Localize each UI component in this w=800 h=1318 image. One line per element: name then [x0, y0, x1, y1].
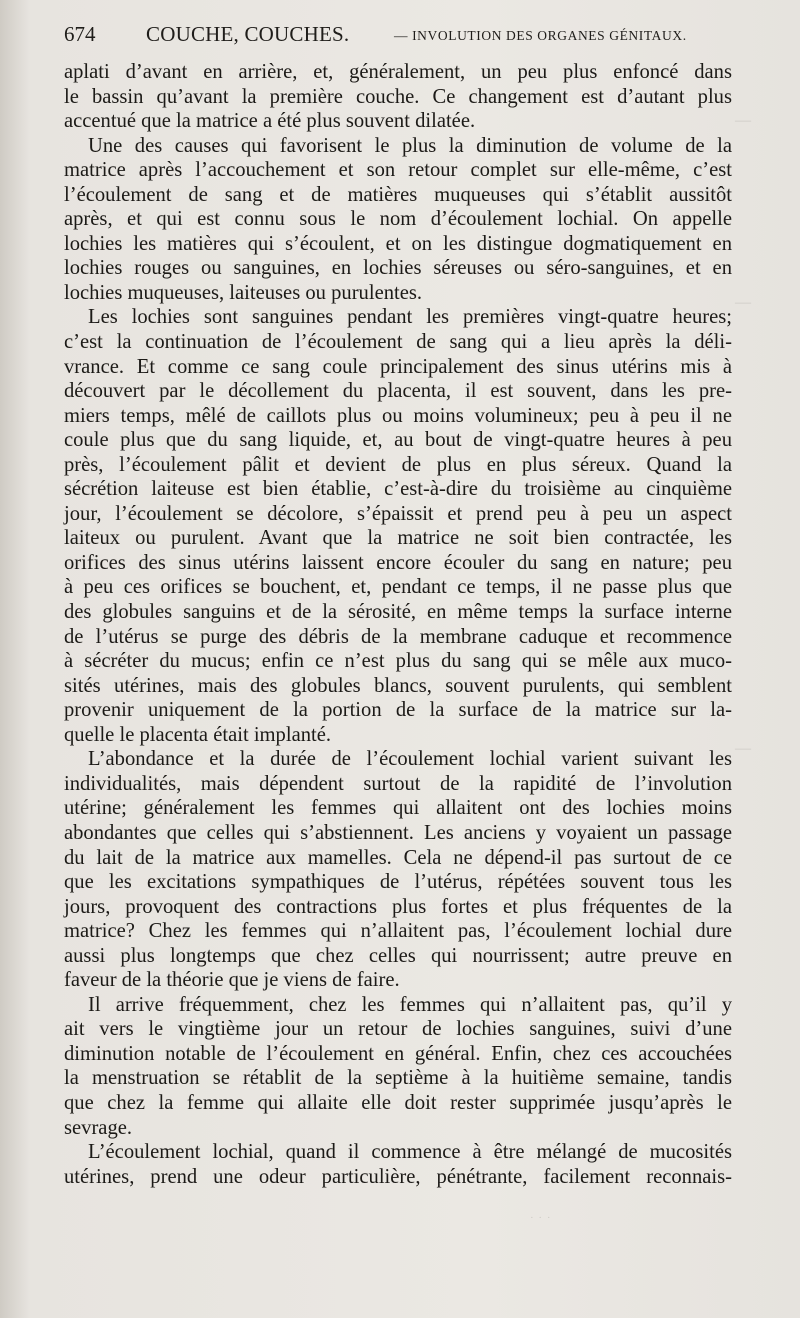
text-line: provenir uniquement de la portion de la surface de la matrice sur la-	[64, 699, 732, 722]
text-line: près, l’écoulement pâlit et devient de plus en plus séreux. Quand la	[64, 453, 732, 476]
show-through-mark: —	[735, 740, 751, 757]
text-line: la menstruation se rétablit de la septième à la huitième semaine, tandis	[64, 1067, 732, 1090]
text-line: l’écoulement de sang et de matières muqueuses qui s’établit aussitôt	[64, 183, 732, 206]
running-head	[64, 22, 734, 52]
text-line: ait vers le vingtième jour un retour de lochies sanguines, suivi d’une	[64, 1018, 732, 1041]
text-line: quelle le placenta était implanté.	[64, 723, 332, 746]
text-line: lochies les matières qui s’écoulent, et on les distingue dogmatiquement en	[64, 232, 732, 255]
text-line: individualités, mais dépendent surtout de la rapidité de l’involution	[64, 772, 732, 795]
text-line: sevrage.	[64, 1116, 133, 1139]
text-line: du lait de la matrice aux mamelles. Cela ne dépend-il pas surtout de ce	[64, 846, 732, 869]
text-line: vrance. Et comme ce sang coule principalement des sinus utérins mis à	[64, 355, 732, 378]
running-subtitle: — INVOLUTION DES ORGANES GÉNITAUX.	[394, 28, 687, 43]
text-line: aussi plus longtemps que chez celles qui nourrissent; autre preuve en	[64, 944, 732, 967]
paragraph	[64, 134, 732, 306]
text-line: que les excitations sympathiques de l’utérus, répétées souvent tous les	[64, 871, 732, 894]
text-line: Les lochies sont sanguines pendant les premières vingt-quatre heures;	[88, 306, 732, 329]
body-text	[64, 60, 732, 1189]
text-line: abondantes que celles qui s’abstiennent. Les anciens y voyaient un passage	[64, 821, 732, 844]
text-line: le bassin qu’avant la première couche. Ce changement est d’autant plus	[64, 85, 732, 108]
text-line: utérine; généralement les femmes qui allaitent ont des lochies moins	[64, 797, 732, 820]
text-line: à sécréter du mucus; enfin ce n’est plus du sang qui se mêle aux muco-	[64, 650, 732, 673]
text-line: à peu ces orifices se bouchent, et, pendant ce temps, il ne passe plus que	[64, 576, 732, 599]
text-line: sécrétion laiteuse est bien établie, c’est-à-dire du troisième au cinquième	[64, 478, 732, 501]
show-through-mark: —	[735, 294, 751, 311]
running-title: COUCHE, COUCHES.	[146, 22, 350, 46]
text-line: jours, provoquent des contractions plus fortes et plus fréquentes de la	[64, 895, 732, 918]
text-line: Il arrive fréquemment, chez les femmes qui n’allaitent pas, qu’il y	[88, 993, 732, 1016]
text-line: lochies rouges ou sanguines, en lochies séreuses ou séro-sanguines, et en	[64, 257, 732, 280]
text-line: matrice après l’accouchement et son retour complet sur elle-même, c’est	[64, 159, 732, 182]
show-through-mark: · · ·	[530, 1212, 552, 1224]
text-line: Une des causes qui favorisent le plus la diminution de volume de la	[88, 134, 732, 157]
show-through-mark: —	[735, 112, 751, 129]
text-line: orifices des sinus utérins laissent encore écouler du sang en nature; peu	[64, 551, 732, 574]
text-line: laiteux ou purulent. Avant que la matrice ne soit bien contractée, les	[64, 527, 732, 550]
text-line: jour, l’écoulement se décolore, s’épaissit et prend peu à peu un aspect	[64, 502, 732, 525]
paragraph	[64, 60, 732, 134]
text-line: sités utérines, mais des globules blancs, souvent purulents, qui semblent	[64, 674, 732, 697]
text-line: des globules sanguins et de la sérosité, en même temps la surface interne	[64, 601, 732, 624]
text-line: faveur de la théorie que je viens de faire.	[64, 969, 400, 992]
paragraph	[64, 993, 732, 1140]
text-line: L’abondance et la durée de l’écoulement lochial varient suivant les	[88, 748, 732, 771]
text-line: accentué que la matrice a été plus souvent dilatée.	[64, 110, 476, 133]
text-line: de l’utérus se purge des débris de la membrane caduque et recommence	[64, 625, 732, 648]
text-line: coule plus que du sang liquide, et, au bout de vingt-quatre heures à peu	[64, 429, 732, 452]
text-line: c’est la continuation de l’écoulement de sang qui a lieu après la déli-	[64, 331, 732, 354]
paragraph	[64, 1140, 732, 1189]
text-line: que chez la femme qui allaite elle doit rester supprimée jusqu’après le	[64, 1091, 732, 1114]
text-line: matrice? Chez les femmes qui n’allaitent pas, l’écoulement lochial dure	[64, 920, 732, 943]
text-line: miers temps, mêlé de caillots plus ou moins volumineux; peu à peu il ne	[64, 404, 732, 427]
text-line: après, et qui est connu sous le nom d’écoulement lochial. On appelle	[64, 208, 732, 231]
text-line: aplati d’avant en arrière, et, généralement, un peu plus enfoncé dans	[64, 61, 732, 83]
paragraph	[64, 747, 732, 992]
text-line: diminution notable de l’écoulement en général. Enfin, chez ces accouchées	[64, 1042, 732, 1065]
text-line: découvert par le décollement du placenta, il est souvent, dans les pre-	[64, 380, 732, 403]
page-number: 674	[64, 22, 96, 46]
text-line: utérines, prend une odeur particulière, pénétrante, facilement reconnais-	[64, 1165, 732, 1188]
paragraph	[64, 305, 732, 747]
text-line: L’écoulement lochial, quand il commence à être mélangé de mucosités	[88, 1141, 732, 1164]
text-line: lochies muqueuses, laiteuses ou purulentes.	[64, 281, 423, 304]
